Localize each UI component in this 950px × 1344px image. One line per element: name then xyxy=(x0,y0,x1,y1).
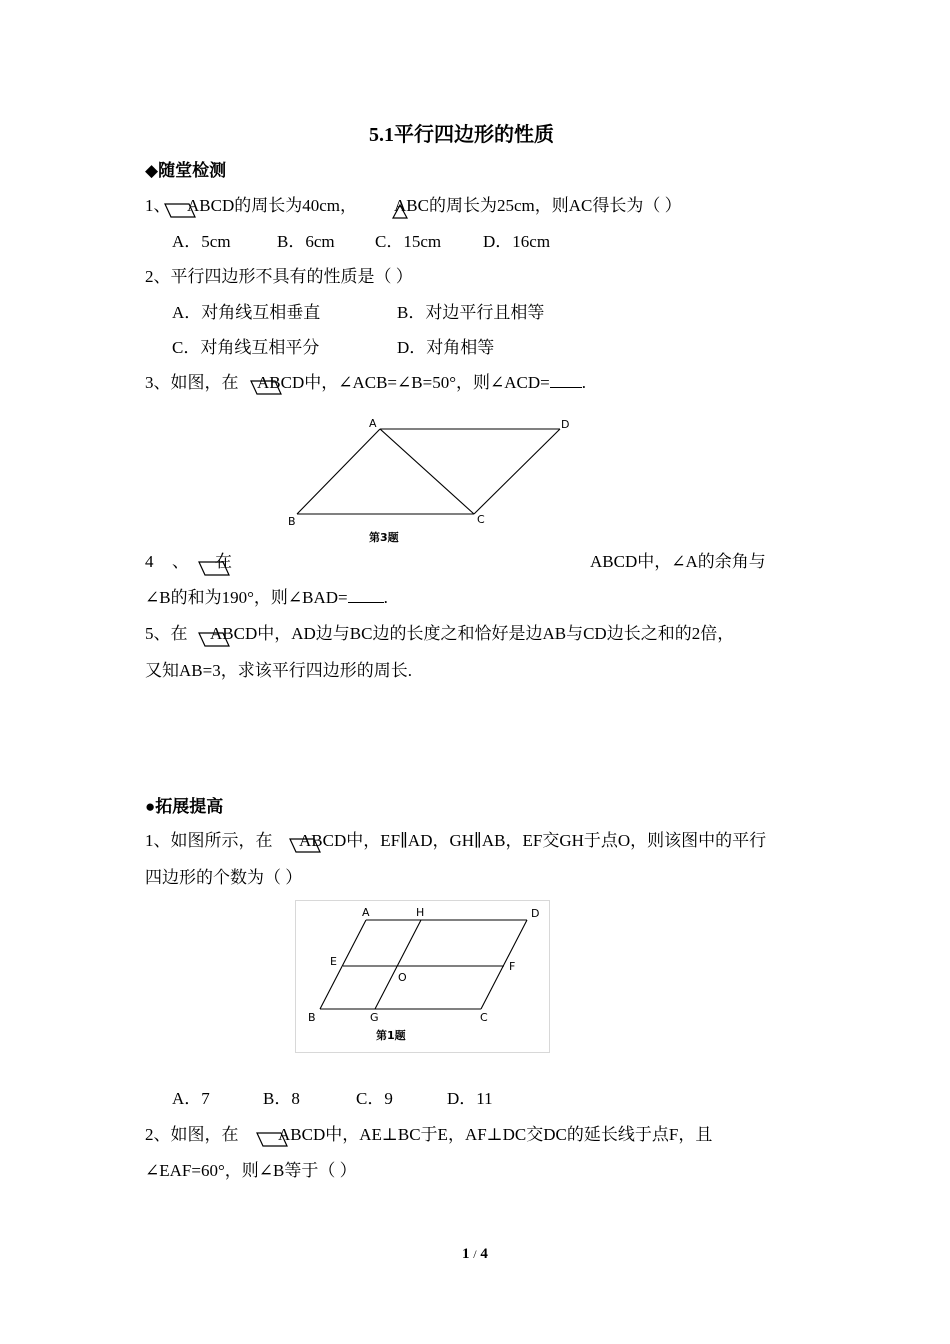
ext-q1-option-a: A．7 xyxy=(172,1089,210,1108)
vertex-label-d: D xyxy=(531,907,540,920)
figure-ext-q1-parallelogram xyxy=(295,900,551,1054)
question-1-text-part2: ABC的周长为25cm，则AC得长为（ ） xyxy=(394,196,682,215)
q1-option-a: A．5cm xyxy=(172,232,231,251)
question-3-body: ABCD中，∠ACB=∠B=50°，则∠ACD= xyxy=(257,373,550,392)
ext-question-1-line2: 四边形的个数为（ ） xyxy=(145,868,303,887)
segment-ac xyxy=(380,429,474,514)
segment-ab xyxy=(297,429,380,514)
q2-option-c: C．对角线互相平分 xyxy=(172,338,320,357)
segment-ab xyxy=(320,920,366,1009)
segment-hg xyxy=(375,920,421,1009)
figure-caption: 第1题 xyxy=(376,1029,406,1042)
ext-q1-option-b: B．8 xyxy=(263,1089,300,1108)
segment-cd xyxy=(474,429,560,514)
question-2-text: 2、平行四边形不具有的性质是（ ） xyxy=(145,267,413,286)
question-4-body: ∠B的和为190°，则∠BAD= xyxy=(145,588,348,607)
point-label-o: O xyxy=(398,971,407,984)
ext-question-2-prefix: 2、如图，在 xyxy=(145,1125,239,1144)
question-4-line1: ABCD中，∠A的余角与 xyxy=(590,552,766,571)
answer-blank xyxy=(550,372,582,388)
vertex-label-b: B xyxy=(288,515,296,528)
vertex-label-a: A xyxy=(362,906,370,919)
answer-blank xyxy=(348,587,384,603)
question-4-end: . xyxy=(383,588,388,607)
segment-cd xyxy=(481,920,527,1009)
ext-q1-option-d: D．11 xyxy=(447,1089,493,1108)
question-4-line2 xyxy=(145,587,388,609)
point-label-f: F xyxy=(509,960,516,973)
page-separator: / xyxy=(473,1247,477,1261)
point-label-g: G xyxy=(370,1011,379,1024)
figure-caption: 第3题 xyxy=(369,531,399,544)
q2-option-a: A．对角线互相垂直 xyxy=(172,303,321,322)
vertex-label-d: D xyxy=(561,418,570,431)
question-4-separator: 、 xyxy=(172,552,189,571)
vertex-label-c: C xyxy=(477,513,485,526)
question-3-prefix: 3、如图，在 xyxy=(145,373,239,392)
vertex-label-c: C xyxy=(480,1011,488,1024)
question-1-text-part1: ABCD的周长为40cm， xyxy=(187,196,357,215)
ext-question-2-line2: ∠EAF=60°，则∠B等于（ ） xyxy=(145,1161,357,1180)
question-5-line2: 又知AB=3，求该平行四边形的周长. xyxy=(145,661,412,680)
ext-q1-option-c: C．9 xyxy=(356,1089,393,1108)
total-pages: 4 xyxy=(480,1246,488,1262)
question-3-end: . xyxy=(581,373,586,392)
question-4-prefix: 在 xyxy=(215,552,232,571)
question-5-prefix: 5、在 xyxy=(145,624,188,643)
question-4-number: 4 xyxy=(145,552,154,571)
q2-option-d: D．对角相等 xyxy=(397,338,495,357)
q2-option-b: B．对边平行且相等 xyxy=(397,303,545,322)
question-1-prefix: 1、 xyxy=(145,196,171,215)
section-heading-extension: ●拓展提高 xyxy=(145,797,224,816)
figure-q3-parallelogram xyxy=(280,410,580,550)
q1-option-b: B．6cm xyxy=(277,232,335,251)
ext-question-1-prefix: 1、如图所示，在 xyxy=(145,831,273,850)
ext-question-1-line1: ABCD中，EF∥AD，GH∥AB，EF交GH于点O，则该图中的平行 xyxy=(299,831,767,850)
point-label-h: H xyxy=(416,906,425,919)
section-heading-practice: ◆随堂检测 xyxy=(145,161,227,180)
figure-frame xyxy=(296,901,550,1053)
question-3-text xyxy=(257,372,586,394)
q1-option-c: C．15cm xyxy=(375,232,442,251)
page-title: 5.1平行四边形的性质 xyxy=(369,124,554,146)
ext-question-2-line1: ABCD中，AE⊥BC于E，AF⊥DC交DC的延长线于点F，且 xyxy=(278,1125,713,1144)
vertex-label-b: B xyxy=(308,1011,316,1024)
vertex-label-a: A xyxy=(369,417,377,430)
q1-option-d: D．16cm xyxy=(483,232,551,251)
page-number xyxy=(462,1243,488,1265)
question-5-line1: ABCD中，AD边与BC边的长度之和恰好是边AB与CD边长之和的2倍， xyxy=(210,624,735,643)
point-label-e: E xyxy=(330,955,337,968)
current-page: 1 xyxy=(462,1246,470,1262)
